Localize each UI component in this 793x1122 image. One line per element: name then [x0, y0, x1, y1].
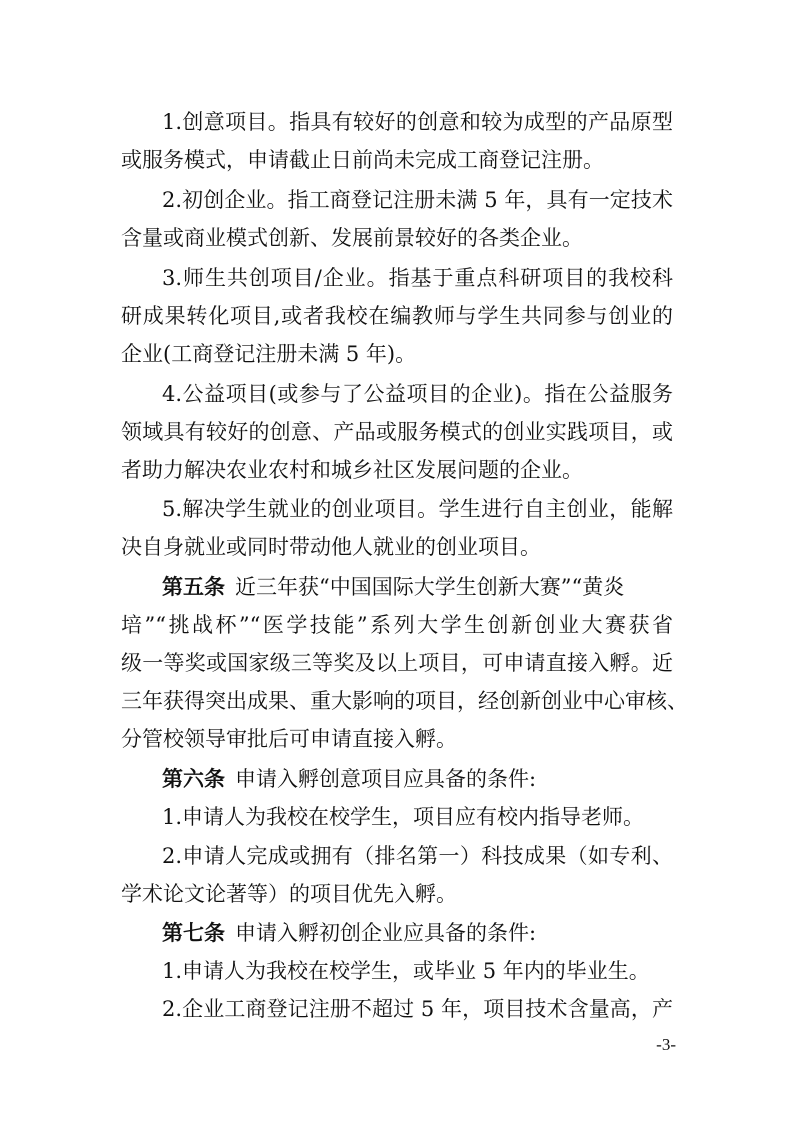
- article-5-text: 近三年获“中国国际大学生创新大赛”“黄炎: [235, 575, 625, 599]
- article-7-line-1: [162, 914, 673, 952]
- article-5-heading: 第五条: [162, 574, 225, 599]
- article-6-line-1: [162, 760, 673, 798]
- article-7-item-1: 1.申请人为我校在校学生，或毕业 5 年内的毕业生。: [162, 959, 650, 983]
- article-5-line-1: [162, 568, 673, 606]
- article-7-item-2-line-1: 2.企业工商登记注册不超过 5 年，项目技术含量高，产: [162, 997, 673, 1021]
- paragraph-5-line-2: 决自身就业或同时带动他人就业的创业项目。: [121, 535, 541, 559]
- paragraph-4-line-3: 者助力解决农业农村和城乡社区发展问题的企业。: [121, 458, 583, 482]
- article-5-line-5: 分管校领导审批后可申请直接入孵。: [121, 727, 457, 751]
- paragraph-2-line-1: 2.初创企业。指工商登记注册未满 5 年，具有一定技术: [162, 188, 673, 212]
- article-5-line-2: 培”“挑战杯”“医学技能”系列大学生创新创业大赛获省: [121, 613, 673, 637]
- article-6-item-2-line-2: 学术论文论著等）的项目优先入孵。: [121, 882, 457, 906]
- paragraph-4-line-2: 领域具有较好的创意、产品或服务模式的创业实践项目，或: [121, 420, 673, 444]
- article-6-heading: 第六条: [162, 766, 225, 791]
- paragraph-4-line-1: 4.公益项目(或参与了公益项目的企业)。指在公益服务: [162, 382, 673, 406]
- article-6-text: 申请入孵创意项目应具备的条件:: [235, 767, 537, 791]
- paragraph-3-line-1: 3.师生共创项目/企业。指基于重点科研项目的我校科: [162, 266, 673, 290]
- article-5-line-4: 三年获得突出成果、重大影响的项目，经创新创业中心审核、: [121, 689, 688, 713]
- article-6-item-1: 1.申请人为我校在校学生，项目应有校内指导老师。: [162, 805, 645, 829]
- article-6-item-2-line-1: 2.申请人完成或拥有（排名第一）科技成果（如专利、: [162, 844, 673, 868]
- paragraph-1-line-1: 1.创意项目。指具有较好的创意和较为成型的产品原型: [162, 110, 673, 134]
- paragraph-3-line-2: 研成果转化项目,或者我校在编教师与学生共同参与创业的: [121, 304, 673, 328]
- article-5-line-3: 级一等奖或国家级三等奖及以上项目，可申请直接入孵。近: [121, 651, 673, 675]
- paragraph-3-line-3: 企业(工商登记注册未满 5 年)。: [121, 342, 417, 366]
- paragraph-1-line-2: 或服务模式，申请截止日前尚未完成工商登记注册。: [121, 148, 604, 172]
- page-number: -3-: [656, 1035, 676, 1054]
- paragraph-5-line-1: 5.解决学生就业的创业项目。学生进行自主创业，能解: [162, 497, 673, 521]
- article-7-heading: 第七条: [162, 920, 225, 945]
- article-7-text: 申请入孵初创企业应具备的条件:: [235, 921, 537, 945]
- paragraph-2-line-2: 含量或商业模式创新、发展前景较好的各类企业。: [121, 226, 583, 250]
